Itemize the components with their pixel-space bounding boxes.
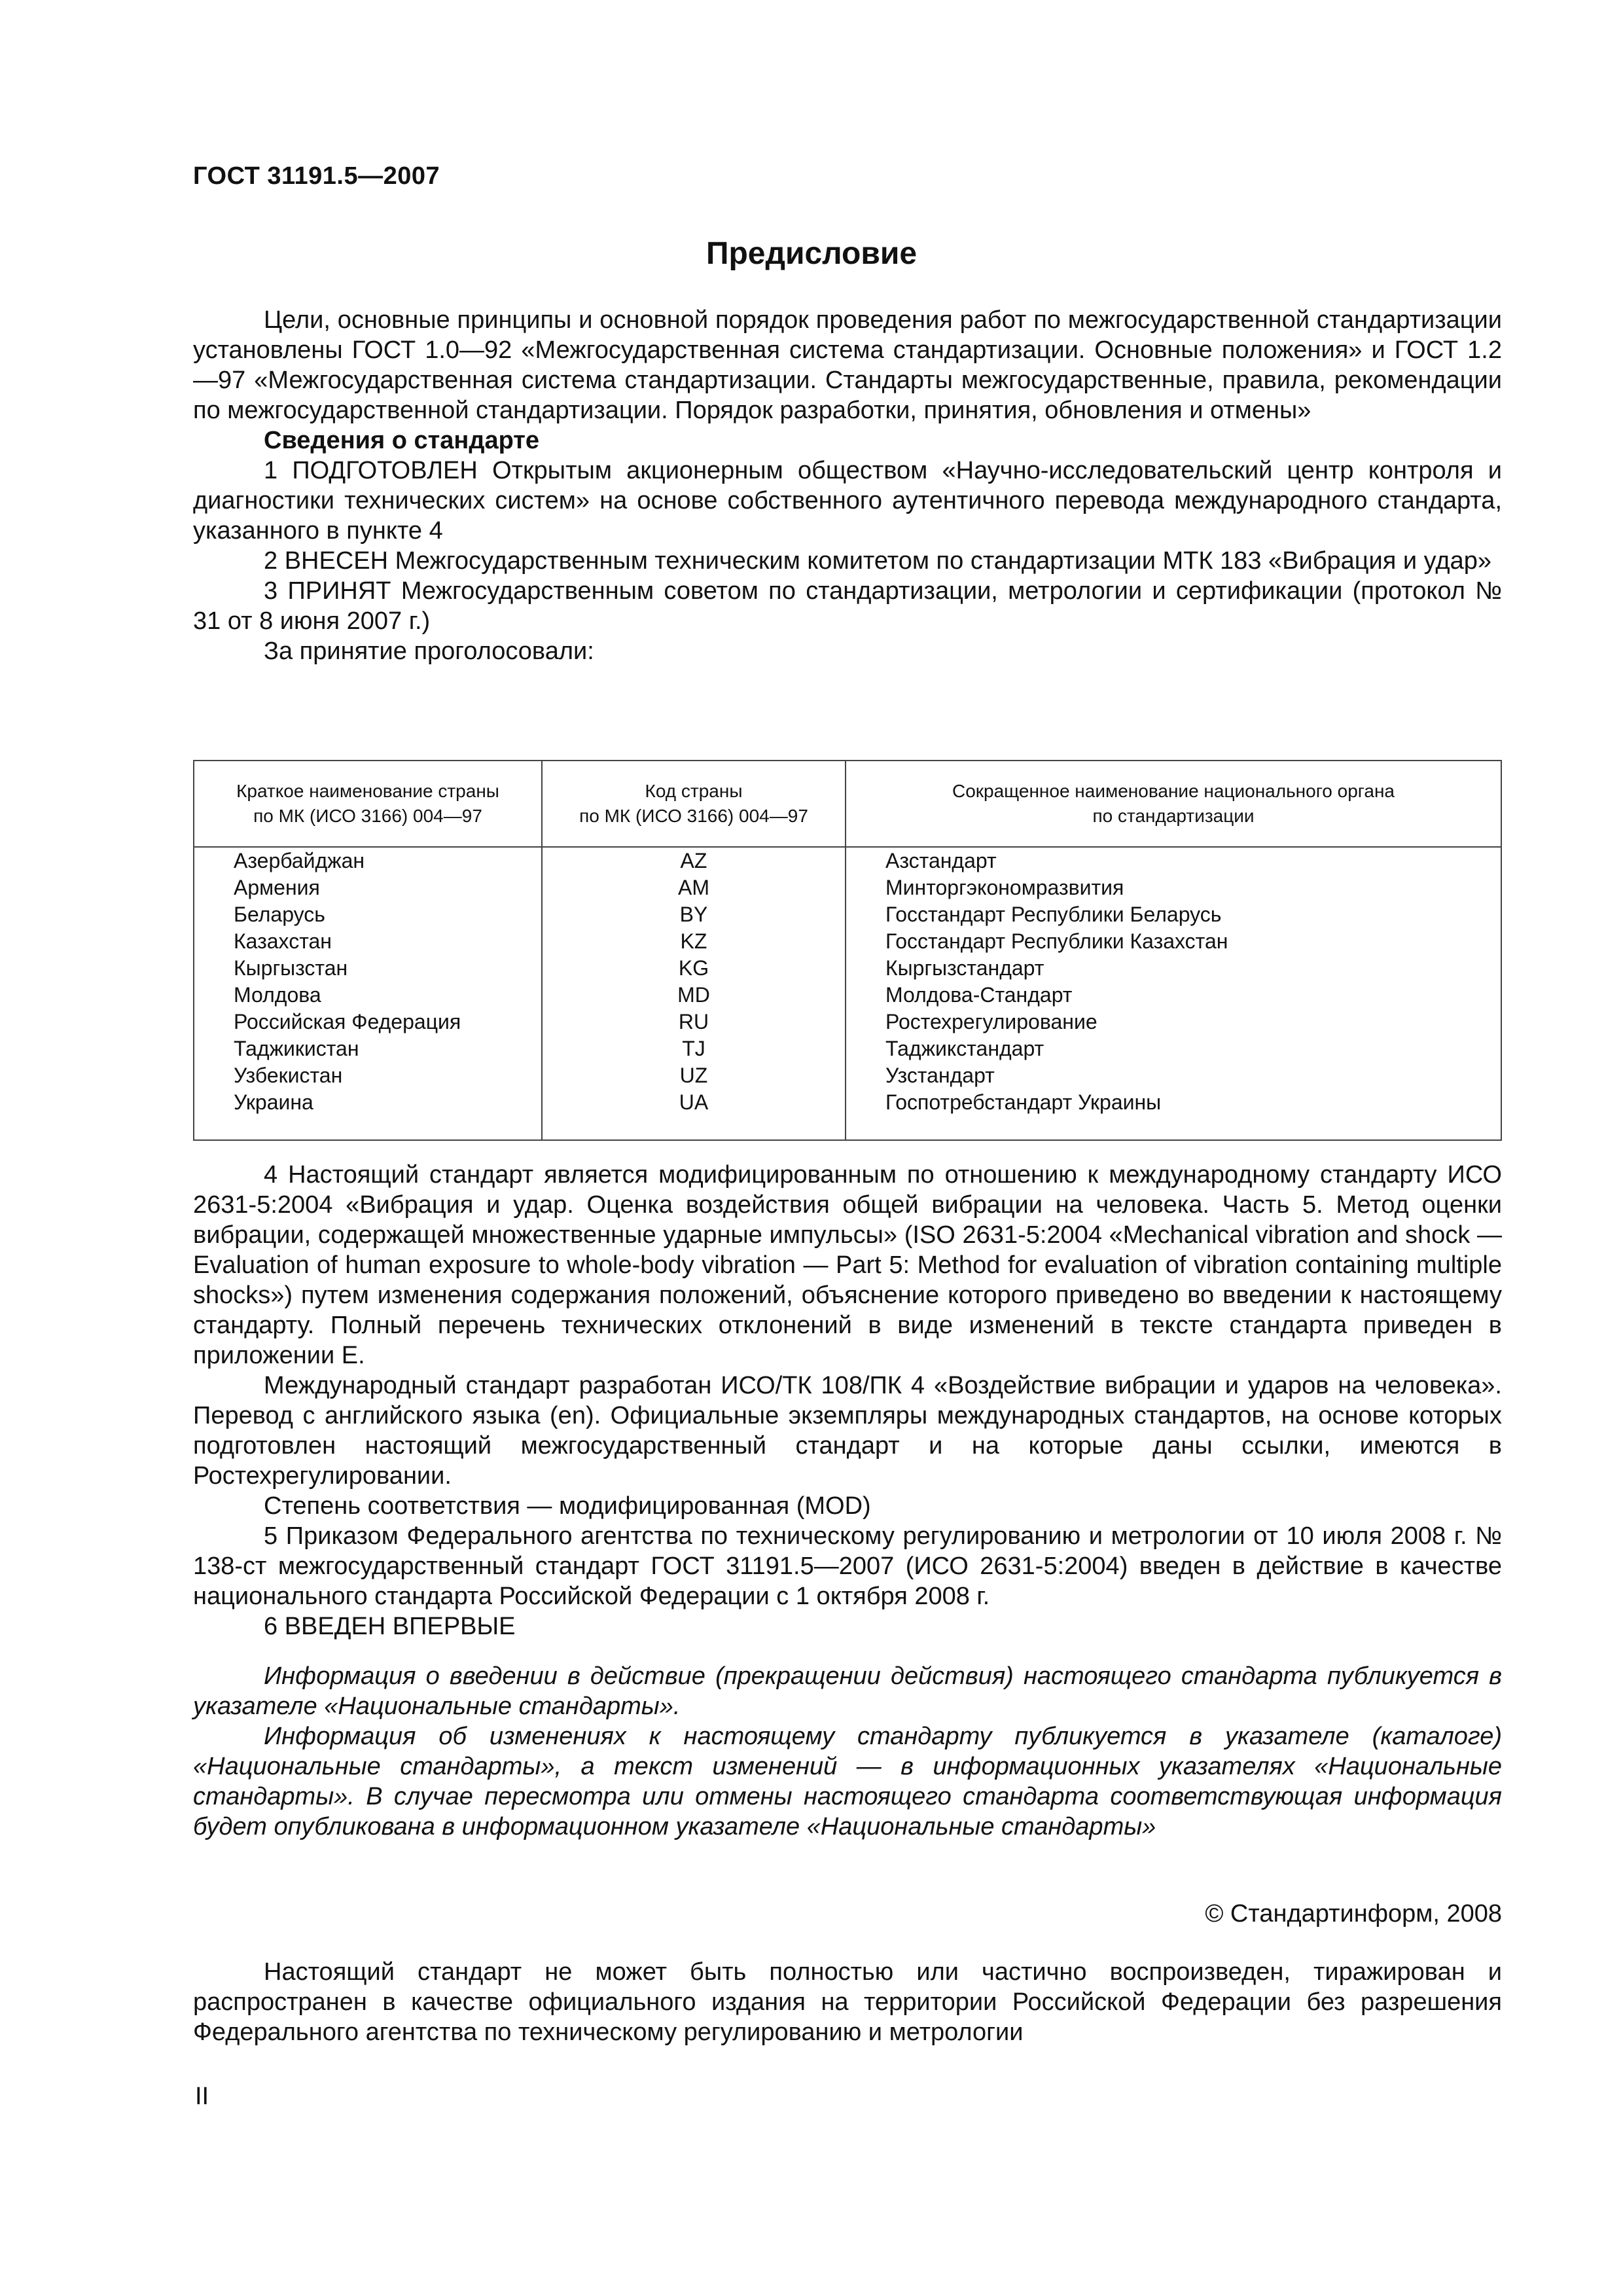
national-body-cell: Азстандарт — [885, 849, 997, 872]
country-name-cell: Азербайджан — [234, 849, 365, 872]
about-standard-heading: Сведения о стандарте — [264, 427, 540, 454]
national-body-cell: Узстандарт — [885, 1064, 995, 1087]
header-country-line-2: по МК (ИСО 3166) 004—97 — [253, 806, 482, 826]
country-name-cell: Узбекистан — [234, 1064, 343, 1087]
national-body-cell: Госпотребстандарт Украины — [885, 1090, 1162, 1114]
legal-notice-block — [193, 1957, 1502, 2047]
country-name-column — [194, 847, 542, 1140]
country-code-cell: MD — [677, 983, 710, 1007]
information-block — [193, 1661, 1502, 1842]
national-body-cell: Госстандарт Республики Беларусь — [885, 903, 1222, 926]
header-org-line-2: по стандартизации — [1092, 806, 1255, 826]
national-body-cell: Минторгэкономразвития — [885, 876, 1124, 899]
item-6-first-introduced: 6 ВВЕДЕН ВПЕРВЫЕ — [264, 1613, 516, 1640]
country-name-cell: Российская Федерация — [234, 1010, 461, 1033]
country-code-cell: UZ — [679, 1064, 708, 1087]
country-code-cell: UA — [679, 1090, 709, 1114]
country-code-cell: RU — [678, 1010, 709, 1033]
country-name-cell: Армения — [234, 876, 320, 899]
national-body-cell: Госстандарт Республики Казахстан — [885, 929, 1228, 953]
item-5-order: 5 Приказом Федерального агентства по техническому регулированию и метрологии от 10 июля 2008 г. № 138-ст межгосударственный стандарт ГОСТ 31191.5—2007 (ИСО 2631-5:2004) введен в действие в качестве национального стандарта Российской Федерации с 1 октября 2008 г. — [193, 1522, 1502, 1610]
national-body-column — [846, 847, 1501, 1140]
country-code-cell: AZ — [680, 849, 707, 872]
country-name-cell: Украина — [234, 1090, 313, 1114]
header-org-line-1: Сокращенное наименование национального органа — [952, 781, 1395, 801]
document-code: ГОСТ 31191.5—2007 — [193, 162, 440, 190]
national-body-cell: Ростехрегулирование — [885, 1010, 1097, 1033]
country-code-cell: TJ — [682, 1037, 705, 1060]
header-country-code — [542, 761, 846, 847]
header-national-body — [846, 761, 1501, 847]
country-name-cell: Беларусь — [234, 903, 325, 926]
item-1-prepared: 1 ПОДГОТОВЛЕН Открытым акционерным обществом «Научно-исследовательский центр контроля и диагностики технических систем» на основе собственного аутентичного перевода международного стандарта, указанного в пункте 4 — [193, 457, 1502, 545]
table-body — [194, 847, 1501, 1140]
country-code-cell: AM — [678, 876, 709, 899]
item-3-adopted: 3 ПРИНЯТ Межгосударственным советом по стандартизации, метрологии и сертификации (протокол № 31 от 8 июня 2007 г.) — [193, 577, 1502, 635]
copyright-notice: © Стандартинформ, 2008 — [1205, 1900, 1502, 1928]
country-code-cell: KG — [678, 956, 709, 980]
header-code-line-1: Код страны — [645, 781, 743, 801]
info-paragraph-1: Информация о введении в действие (прекращении действия) настоящего стандарта публикуется в указателе «Национальные стандарты». — [193, 1662, 1502, 1720]
voted-caption: За принятие проголосовали: — [264, 637, 594, 665]
page-title: Предисловие — [705, 236, 918, 271]
country-code-cell: BY — [679, 903, 708, 926]
country-name-cell: Казахстан — [234, 929, 332, 953]
item-4-modified: 4 Настоящий стандарт является модифицированным по отношению к международному стандарту ИСО 2631-5:2004 «Вибрация и удар. Оценка воздействия общей вибрации на человека. Часть 5. Метод оценки вибрации, содержащей множественные ударные импульсы» (ISO 2631-5:2004 «Mechanical vibration and shock — Evaluation of human exposure to whole-body vibration — Part 5: Method for evaluation of vibration containing multiple shocks») путем изменения содержания положений, объяснение которого приведено во введении к настоящему стандарту. Полный перечень технических отклонений в виде изменений в тексте стандарта приведен в приложении Е. — [193, 1161, 1502, 1369]
header-country-line-1: Краткое наименование страны — [236, 781, 499, 801]
item-4-degree: Степень соответствия — модифицированная (MOD) — [264, 1492, 871, 1520]
national-body-cell: Таджикстандарт — [885, 1037, 1044, 1060]
country-name-cell: Молдова — [234, 983, 321, 1007]
item-2-submitted: 2 ВНЕСЕН Межгосударственным техническим комитетом по стандартизации МТК 183 «Вибрация и удар» — [264, 547, 1491, 575]
foreword-after-table-block — [193, 1160, 1502, 1641]
national-body-cell: Кыргызстандарт — [885, 956, 1044, 980]
voting-countries-table — [193, 760, 1502, 1141]
info-paragraph-2: Информация об изменениях к настоящему стандарту публикуется в указателе (каталоге) «Национальные стандарты», а текст изменений — в информационных указателях «Национальные стандарты». В случае пересмотра или отмены настоящего стандарта соответствующая информация будет опубликована в информационном указателе «Национальные стандарты» — [193, 1723, 1502, 1840]
item-4-international: Международный стандарт разработан ИСО/ТК 108/ПК 4 «Воздействие вибрации и ударов на человека». Перевод с английского языка (en). Официальные экземпляры международных стандартов, на основе которых подготовлен настоящий межгосударственный стандарт и на которые даны ссылки, имеются в Ростехрегулировании. — [193, 1372, 1502, 1490]
header-code-line-2: по МК (ИСО 3166) 004—97 — [579, 806, 808, 826]
foreword-top-block — [193, 305, 1502, 666]
country-name-cell: Кыргызстан — [234, 956, 348, 980]
country-name-cell: Таджикистан — [234, 1037, 359, 1060]
legal-notice: Настоящий стандарт не может быть полностью или частично воспроизведен, тиражирован и распространен в качестве официального издания на территории Российской Федерации без разрешения Федерального агентства по техническому регулированию и метрологии — [193, 1958, 1502, 2046]
page-number: II — [195, 2083, 209, 2110]
table-header-row — [194, 761, 1501, 847]
country-code-column — [542, 847, 846, 1140]
intro-paragraph: Цели, основные принципы и основной порядок проведения работ по межгосударственной стандартизации установлены ГОСТ 1.0—92 «Межгосударственная система стандартизации. Основные положения» и ГОСТ 1.2—97 «Межгосударственная система стандартизации. Стандарты межгосударственные, правила, рекомендации по межгосударственной стандартизации. Порядок разработки, принятия, обновления и отмены» — [193, 306, 1502, 424]
header-country-name — [194, 761, 542, 847]
national-body-cell: Молдова-Стандарт — [885, 983, 1073, 1007]
country-code-cell: KZ — [680, 929, 707, 953]
